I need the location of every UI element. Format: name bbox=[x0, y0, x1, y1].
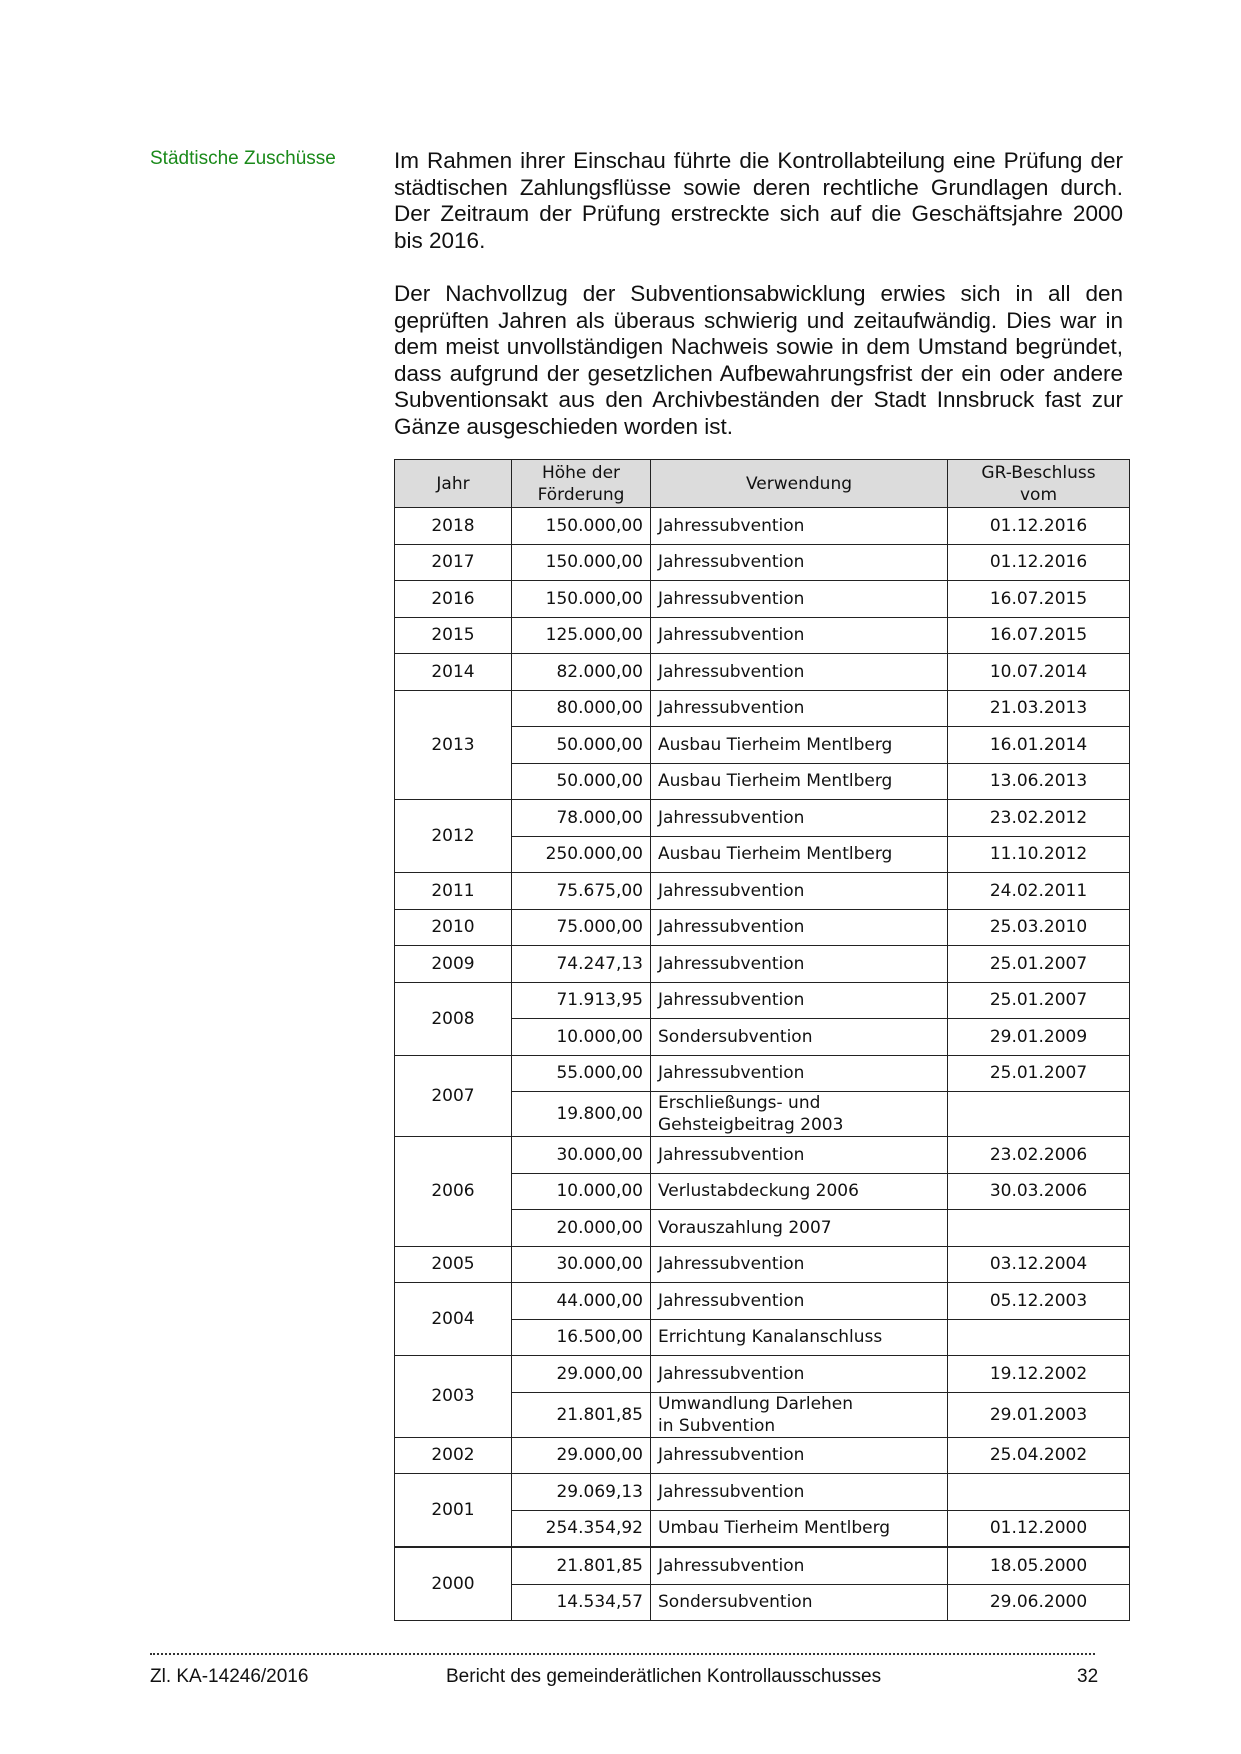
cell-use: Ausbau Tierheim Mentlberg bbox=[651, 727, 948, 764]
cell-date: 16.07.2015 bbox=[948, 581, 1130, 618]
cell-amount: 30.000,00 bbox=[512, 1246, 651, 1283]
cell-use: Jahressubvention bbox=[651, 1356, 948, 1393]
cell-date: 25.04.2002 bbox=[948, 1437, 1130, 1474]
cell-date: 23.02.2012 bbox=[948, 800, 1130, 837]
cell-date bbox=[948, 1092, 1130, 1137]
cell-amount: 150.000,00 bbox=[512, 508, 651, 545]
cell-use: Jahressubvention bbox=[651, 1547, 948, 1584]
cell-amount: 55.000,00 bbox=[512, 1055, 651, 1092]
table-row bbox=[395, 508, 1130, 545]
cell-date: 11.10.2012 bbox=[948, 836, 1130, 873]
cell-amount: 250.000,00 bbox=[512, 836, 651, 873]
cell-amount: 29.069,13 bbox=[512, 1474, 651, 1511]
cell-year: 2008 bbox=[395, 982, 512, 1055]
cell-use: Jahressubvention bbox=[651, 1137, 948, 1174]
cell-date: 10.07.2014 bbox=[948, 654, 1130, 691]
cell-date bbox=[948, 1319, 1130, 1356]
cell-year: 2002 bbox=[395, 1437, 512, 1474]
cell-date: 13.06.2013 bbox=[948, 763, 1130, 800]
header-date-line2: vom bbox=[1019, 484, 1058, 505]
table-row bbox=[395, 800, 1130, 837]
footer-title: Bericht des gemeinderätlichen Kontrollausschusses bbox=[446, 1666, 882, 1687]
table-row bbox=[395, 1055, 1130, 1092]
cell-amount: 16.500,00 bbox=[512, 1319, 651, 1356]
cell-use bbox=[651, 1092, 948, 1137]
cell-date: 21.03.2013 bbox=[948, 690, 1130, 727]
cell-year: 2009 bbox=[395, 946, 512, 983]
cell-use: Jahressubvention bbox=[651, 654, 948, 691]
section-label: Städtische Zuschüsse bbox=[150, 148, 336, 169]
cell-date: 29.01.2003 bbox=[948, 1392, 1130, 1437]
header-date-line1: GR-Beschluss bbox=[981, 462, 1096, 483]
cell-use: Jahressubvention bbox=[651, 909, 948, 946]
cell-year: 2012 bbox=[395, 800, 512, 873]
cell-use-line2: Gehsteigbeitrag 2003 bbox=[658, 1115, 844, 1135]
cell-amount: 125.000,00 bbox=[512, 617, 651, 654]
cell-use: Umbau Tierheim Mentlberg bbox=[651, 1510, 948, 1547]
cell-amount: 75.000,00 bbox=[512, 909, 651, 946]
header-year: Jahr bbox=[395, 460, 512, 508]
table-body bbox=[395, 508, 1130, 1621]
cell-year: 2015 bbox=[395, 617, 512, 654]
cell-year: 2003 bbox=[395, 1356, 512, 1438]
cell-amount: 80.000,00 bbox=[512, 690, 651, 727]
cell-use: Jahressubvention bbox=[651, 617, 948, 654]
cell-year: 2004 bbox=[395, 1283, 512, 1356]
cell-date bbox=[948, 1210, 1130, 1247]
table-row bbox=[395, 946, 1130, 983]
cell-amount: 10.000,00 bbox=[512, 1019, 651, 1056]
cell-use: Jahressubvention bbox=[651, 1474, 948, 1511]
cell-year: 2005 bbox=[395, 1246, 512, 1283]
table-row bbox=[395, 654, 1130, 691]
cell-year: 2013 bbox=[395, 690, 512, 800]
cell-date: 05.12.2003 bbox=[948, 1283, 1130, 1320]
header-use: Verwendung bbox=[651, 460, 948, 508]
footer-reference: Zl. KA-14246/2016 bbox=[150, 1666, 309, 1687]
cell-date: 24.02.2011 bbox=[948, 873, 1130, 910]
cell-date: 01.12.2000 bbox=[948, 1510, 1130, 1547]
cell-use: Sondersubvention bbox=[651, 1019, 948, 1056]
cell-amount: 14.534,57 bbox=[512, 1584, 651, 1621]
cell-date: 16.01.2014 bbox=[948, 727, 1130, 764]
cell-use: Jahressubvention bbox=[651, 581, 948, 618]
table-row bbox=[395, 544, 1130, 581]
table-header-row bbox=[395, 460, 1130, 508]
cell-use: Errichtung Kanalanschluss bbox=[651, 1319, 948, 1356]
cell-amount: 20.000,00 bbox=[512, 1210, 651, 1247]
cell-amount: 19.800,00 bbox=[512, 1092, 651, 1137]
cell-use: Vorauszahlung 2007 bbox=[651, 1210, 948, 1247]
cell-amount: 29.000,00 bbox=[512, 1356, 651, 1393]
cell-amount: 50.000,00 bbox=[512, 763, 651, 800]
cell-date: 01.12.2016 bbox=[948, 544, 1130, 581]
cell-date: 03.12.2004 bbox=[948, 1246, 1130, 1283]
cell-amount: 29.000,00 bbox=[512, 1437, 651, 1474]
cell-date: 16.07.2015 bbox=[948, 617, 1130, 654]
footer-divider bbox=[150, 1653, 1095, 1655]
cell-amount: 150.000,00 bbox=[512, 544, 651, 581]
cell-year: 2001 bbox=[395, 1474, 512, 1548]
cell-date: 18.05.2000 bbox=[948, 1547, 1130, 1584]
table-row bbox=[395, 1137, 1130, 1174]
cell-year: 2011 bbox=[395, 873, 512, 910]
cell-date: 30.03.2006 bbox=[948, 1173, 1130, 1210]
cell-year: 2007 bbox=[395, 1055, 512, 1137]
table-row bbox=[395, 1246, 1130, 1283]
table-row bbox=[395, 1474, 1130, 1511]
cell-amount: 10.000,00 bbox=[512, 1173, 651, 1210]
cell-amount: 50.000,00 bbox=[512, 727, 651, 764]
table-row bbox=[395, 581, 1130, 618]
cell-year: 2006 bbox=[395, 1137, 512, 1247]
cell-use: Jahressubvention bbox=[651, 508, 948, 545]
cell-use-line1: Umwandlung Darlehen bbox=[658, 1393, 854, 1414]
cell-amount: 30.000,00 bbox=[512, 1137, 651, 1174]
cell-use: Ausbau Tierheim Mentlberg bbox=[651, 763, 948, 800]
cell-use-line1: Erschließungs- und bbox=[658, 1093, 821, 1113]
table-row bbox=[395, 1283, 1130, 1320]
cell-amount: 150.000,00 bbox=[512, 581, 651, 618]
header-date bbox=[948, 460, 1130, 508]
cell-use: Jahressubvention bbox=[651, 1437, 948, 1474]
header-amount-line1: Höhe der bbox=[541, 462, 621, 483]
cell-year: 2000 bbox=[395, 1547, 512, 1621]
intro-paragraph: Im Rahmen ihrer Einschau führte die Kontrollabteilung eine Prüfung der städtischen Zahlungsflüsse sowie deren rechtliche Grundlagen durch. Der Zeitraum der Prüfung erstreckte sich auf die Geschäftsjahre 2000 bis 2016. bbox=[394, 148, 1123, 253]
cell-amount: 71.913,95 bbox=[512, 982, 651, 1019]
subsidy-table bbox=[394, 459, 1130, 1621]
cell-use: Jahressubvention bbox=[651, 1055, 948, 1092]
header-amount bbox=[512, 460, 651, 508]
cell-use: Jahressubvention bbox=[651, 1246, 948, 1283]
cell-year: 2014 bbox=[395, 654, 512, 691]
cell-amount: 44.000,00 bbox=[512, 1283, 651, 1320]
cell-date: 25.03.2010 bbox=[948, 909, 1130, 946]
cell-date: 01.12.2016 bbox=[948, 508, 1130, 545]
cell-year: 2018 bbox=[395, 508, 512, 545]
cell-amount: 254.354,92 bbox=[512, 1510, 651, 1547]
cell-year: 2010 bbox=[395, 909, 512, 946]
table-row bbox=[395, 690, 1130, 727]
cell-use: Jahressubvention bbox=[651, 873, 948, 910]
cell-date: 29.01.2009 bbox=[948, 1019, 1130, 1056]
page-number: 32 bbox=[1077, 1666, 1099, 1687]
cell-use: Jahressubvention bbox=[651, 800, 948, 837]
cell-amount: 21.801,85 bbox=[512, 1547, 651, 1584]
table-row bbox=[395, 873, 1130, 910]
subsidy-paragraph: Der Nachvollzug der Subventionsabwicklung erwies sich in all den geprüften Jahren als überaus schwierig und zeitaufwändig. Dies war in dem meist unvollständigen Nachweis sowie in dem Umstand begründet, dass aufgrund der gesetzlichen Aufbewahrungsfrist der ein oder andere Subventionsakt aus den Archivbeständen der Stadt Innsbruck fast zur Gänze ausgeschieden worden ist. bbox=[394, 281, 1123, 439]
cell-use-line2: in Subvention bbox=[658, 1415, 776, 1436]
cell-date: 23.02.2006 bbox=[948, 1137, 1130, 1174]
table-row bbox=[395, 1547, 1130, 1584]
table-row bbox=[395, 982, 1130, 1019]
cell-year: 2016 bbox=[395, 581, 512, 618]
cell-date: 25.01.2007 bbox=[948, 982, 1130, 1019]
cell-use: Jahressubvention bbox=[651, 1283, 948, 1320]
header-amount-line2: Förderung bbox=[537, 484, 625, 505]
cell-use: Jahressubvention bbox=[651, 946, 948, 983]
cell-year: 2017 bbox=[395, 544, 512, 581]
cell-amount: 74.247,13 bbox=[512, 946, 651, 983]
cell-date: 19.12.2002 bbox=[948, 1356, 1130, 1393]
cell-use: Ausbau Tierheim Mentlberg bbox=[651, 836, 948, 873]
table-row bbox=[395, 1356, 1130, 1393]
cell-date: 25.01.2007 bbox=[948, 946, 1130, 983]
cell-amount: 78.000,00 bbox=[512, 800, 651, 837]
cell-date: 29.06.2000 bbox=[948, 1584, 1130, 1621]
cell-date: 25.01.2007 bbox=[948, 1055, 1130, 1092]
cell-use: Sondersubvention bbox=[651, 1584, 948, 1621]
table-row bbox=[395, 1437, 1130, 1474]
cell-use: Jahressubvention bbox=[651, 544, 948, 581]
cell-amount: 75.675,00 bbox=[512, 873, 651, 910]
cell-use bbox=[651, 1392, 948, 1437]
cell-date bbox=[948, 1474, 1130, 1511]
table-row bbox=[395, 617, 1130, 654]
cell-use: Jahressubvention bbox=[651, 690, 948, 727]
table-row bbox=[395, 909, 1130, 946]
cell-use: Jahressubvention bbox=[651, 982, 948, 1019]
cell-amount: 21.801,85 bbox=[512, 1392, 651, 1437]
cell-use: Verlustabdeckung 2006 bbox=[651, 1173, 948, 1210]
cell-amount: 82.000,00 bbox=[512, 654, 651, 691]
